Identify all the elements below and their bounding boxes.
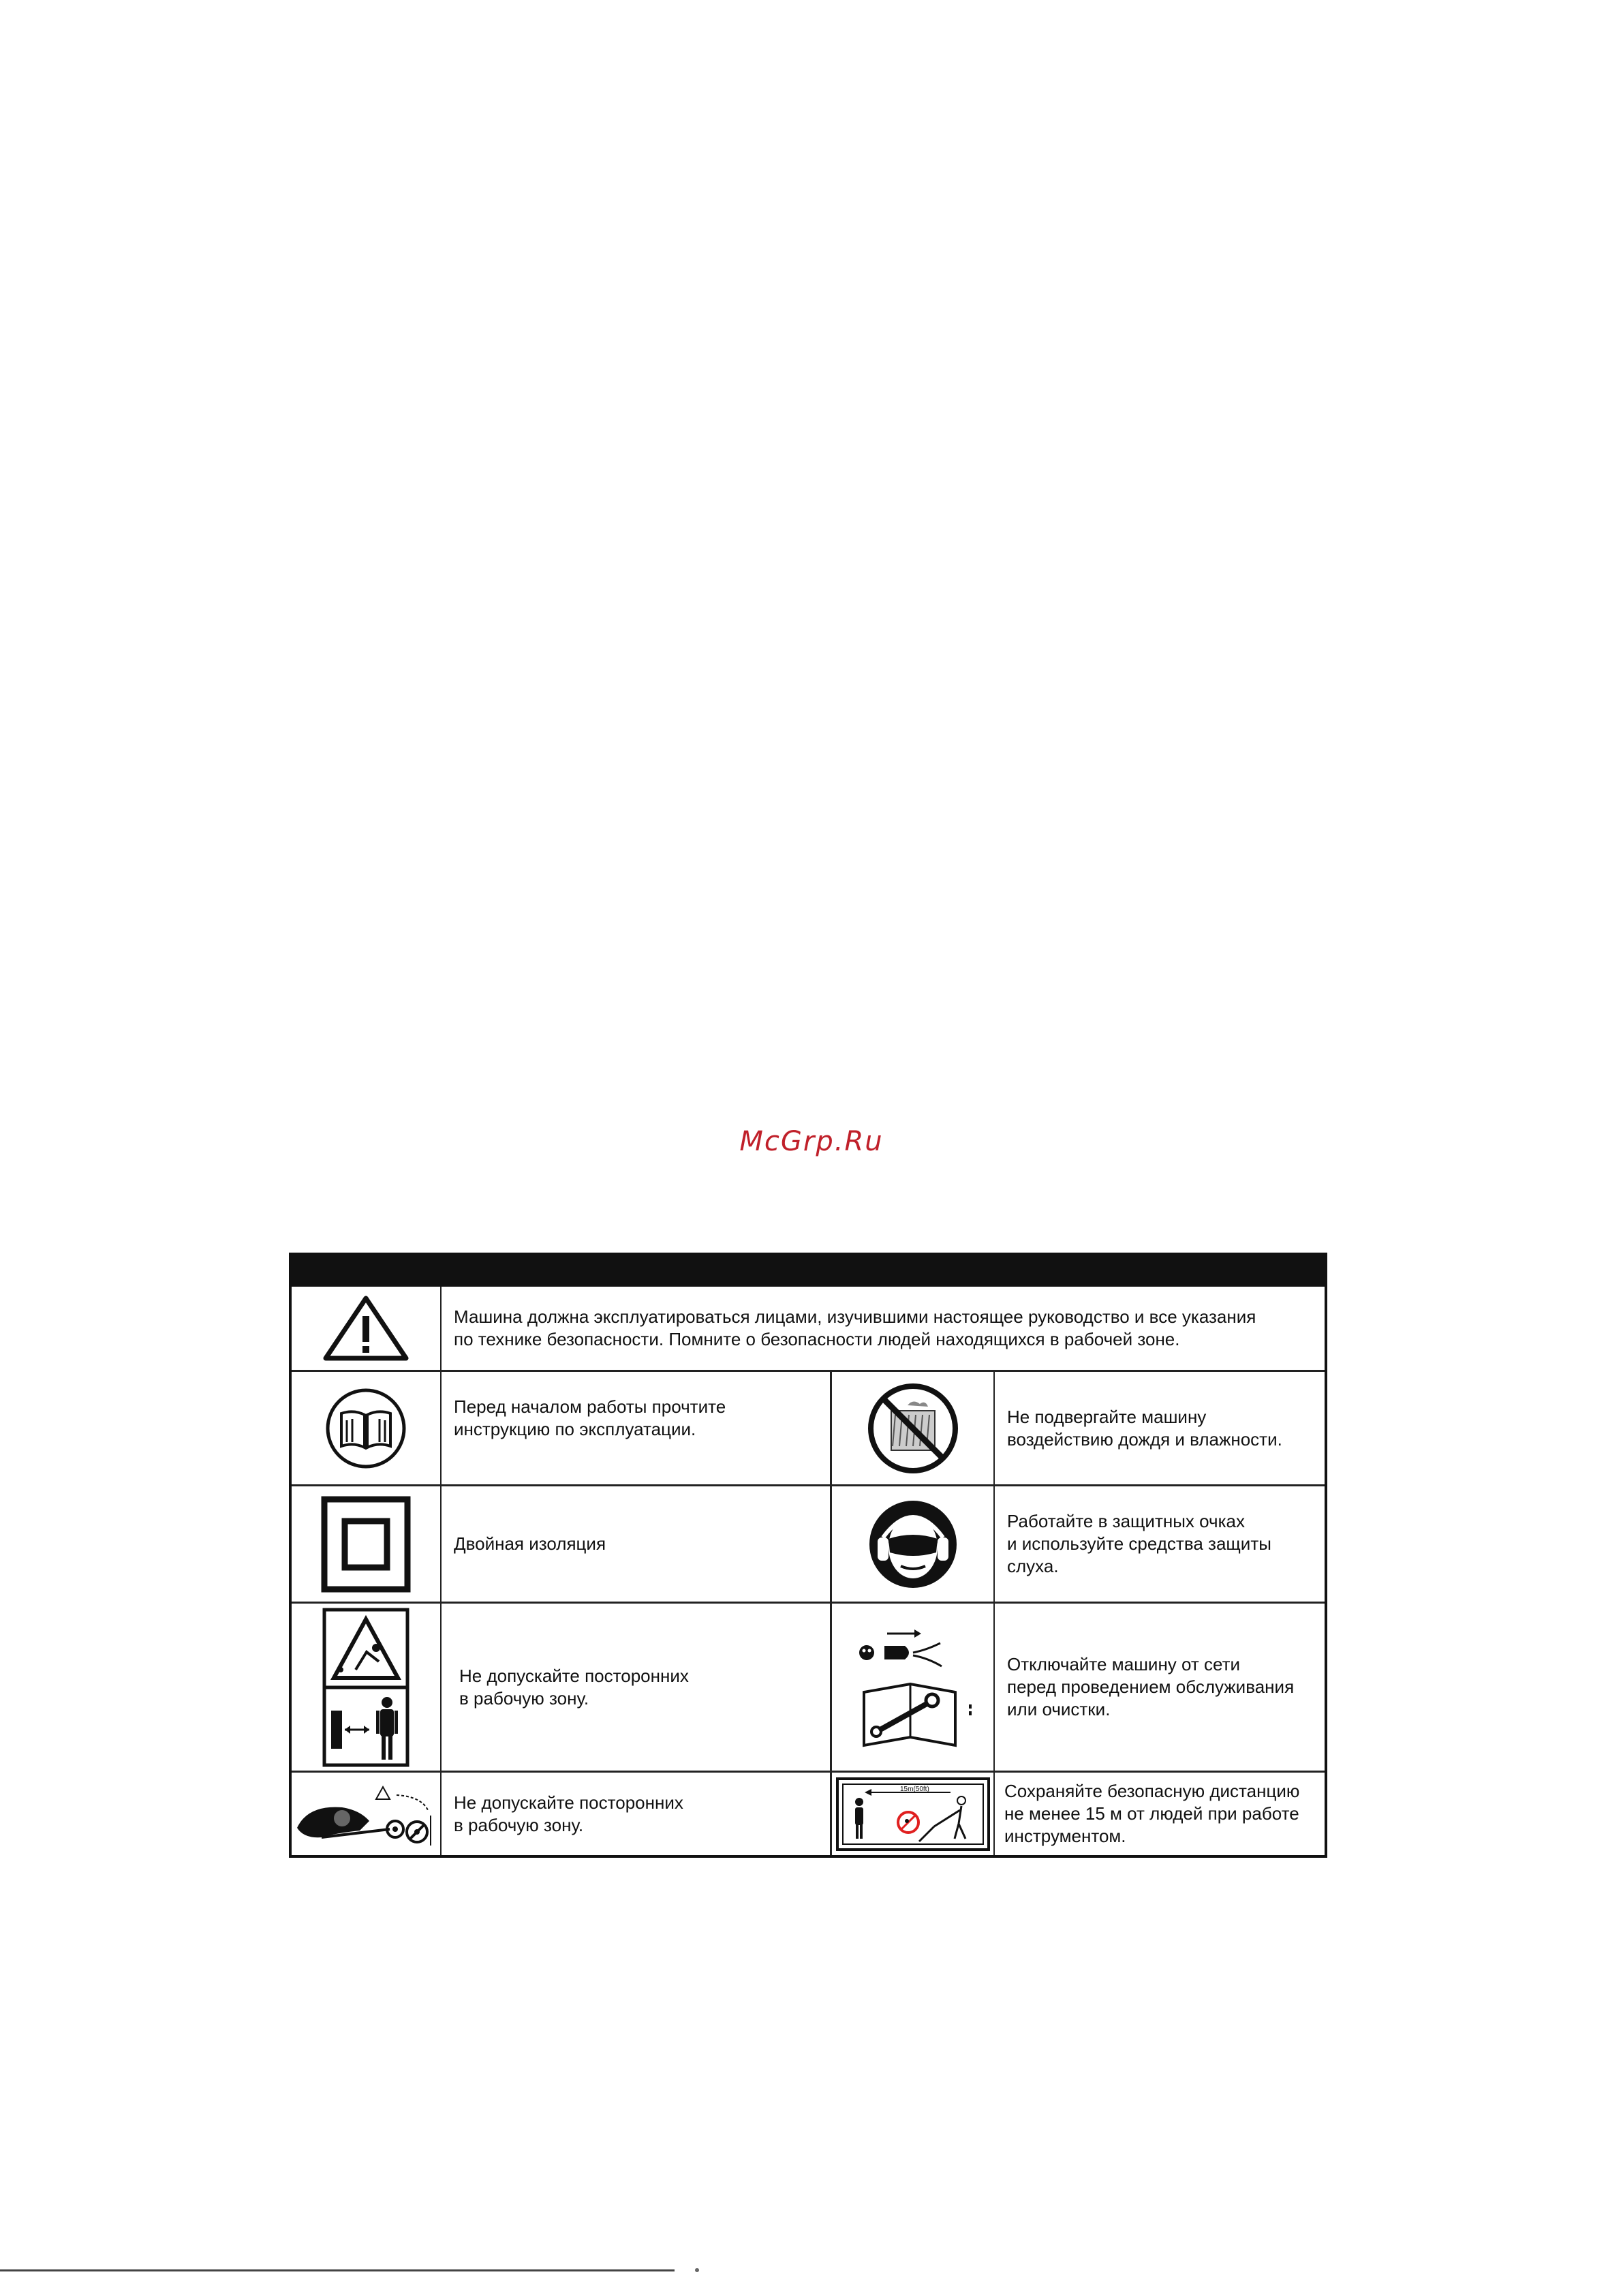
warning-icon-cell [292,1287,440,1370]
warning-triangle-icon [322,1294,410,1362]
double-insulation-text: Двойная изоляция [454,1533,606,1554]
no-rain-icon [865,1381,961,1476]
safe-distance-icon-cell [832,1773,993,1855]
read-manual-icon-cell [292,1372,440,1484]
distance-label: 15m(50ft) [899,1785,929,1793]
footer-rule [0,2269,675,2271]
safe-distance-icon [835,1776,991,1852]
read-manual-icon [324,1386,408,1471]
no-rain-icon-cell [832,1372,993,1484]
bystanders-icon-cell [292,1604,440,1771]
unplug-text: Отключайте машину от сети перед проведением обслуживания или очистки. [1007,1654,1295,1719]
read-manual-text: Перед началом работы прочтите инструкцию по эксплуатации. [454,1396,726,1439]
footer-mark [695,2268,699,2272]
safety-symbols-table [289,1253,1327,1858]
watermark: McGrp.Ru [739,1126,884,1157]
double-insulation-icon [320,1495,412,1593]
trimmer-hazard-zone-icon [294,1780,437,1848]
double-insulation-icon-cell [292,1486,440,1602]
warning-text: Машина должна эксплуатироваться лицами, изучившими настоящее руководство и все указания по технике безопасности. Помните о безопасности людей находящихся в рабочей зоне. [454,1306,1256,1349]
table-header-bar [292,1255,1325,1287]
safe-distance-text: Сохраняйте безопасную дистанцию не менее 15 м от людей при работе инструментом. [1004,1781,1300,1846]
unplug-before-maintenance-icon [852,1616,974,1759]
keep-bystanders-away-icon [322,1607,410,1768]
unplug-icon-cell [832,1604,993,1771]
trimmer-hazard-icon-cell [292,1773,440,1855]
protective-gear-text: Работайте в защитных очках и используйте средства защиты слуха. [1007,1511,1271,1576]
bystanders-text: Не допускайте посторонних в рабочую зону. [459,1665,689,1709]
bystanders-text-2: Не допускайте посторонних в рабочую зону. [454,1792,683,1835]
protective-gear-icon-cell [832,1486,993,1602]
goggles-earmuffs-icon [865,1497,961,1592]
no-rain-text: Не подвергайте машину воздействию дождя и влажности. [1007,1406,1282,1450]
